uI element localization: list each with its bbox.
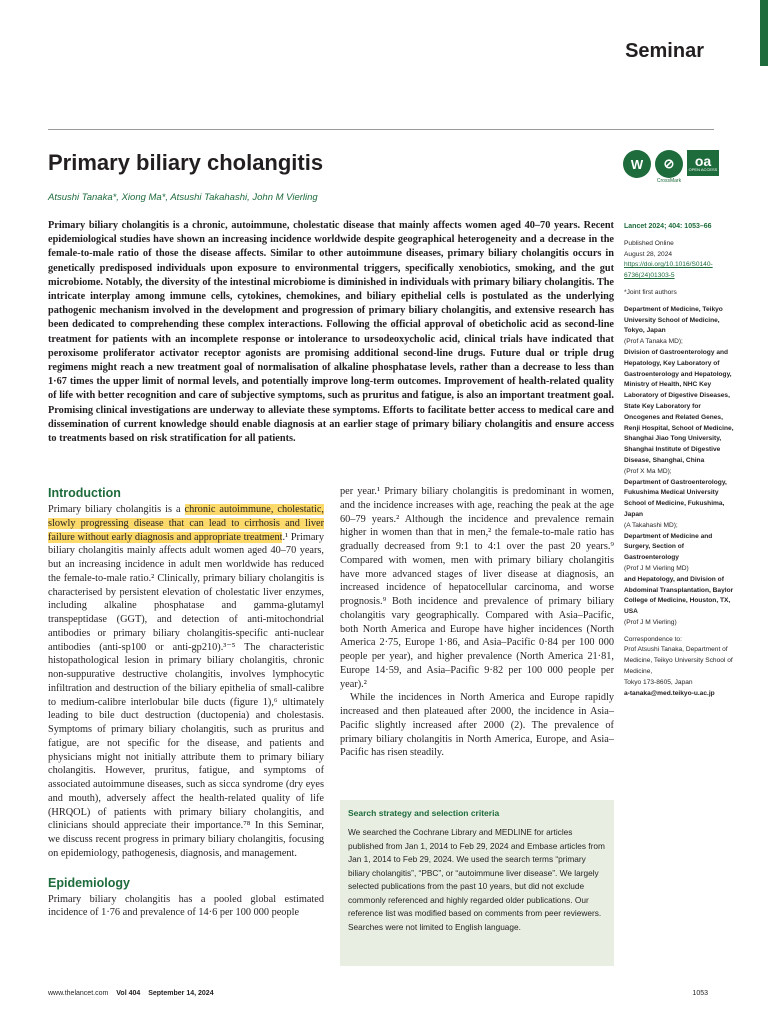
published-label: Published Online	[624, 239, 674, 247]
author-list: Atsushi Tanaka*, Xiong Ma*, Atsushi Takahashi, John M Vierling	[48, 192, 318, 203]
abstract: Primary biliary cholangitis is a chronic, autoimmune, cholestatic disease that mainly affects women aged 40–70 years. Recent epidemiological studies have shown an increasing incidence worldwide despite geographical heterogeneity and a decrease in the female-to-male ratio of those the disease affects. Similar to other autoimmune diseases, primary biliary cholangitis occurs in genetically predisposed individuals upon exposure to environmental triggers, specifically xenobiotics, smoking, and the gut microbiome. Notably, the diversity of the intestinal microbiome is diminished in individuals with primary biliary cholangitis. The intricate interplay among immune cells, cytokines, chemokines, and biliary epithelial cells is postulated as the underlying pathogenic mechanism involved in the development and progression of primary biliary cholangitis, and extensive research has been dedicated to comprehending these complex interactions. Following the official approval of obeticholic acid as second-line treatment for patients with an incomplete response or intolerance to ursodeoxycholic acid, clinical trials have indicated that peroxisome proliferator activator receptor agonists are promising additional second-line drugs. Future dual or triple drug regimens might reach a new treatment goal of normalisation of alkaline phosphatase levels, rather than a decrease to less than 1·67 times the upper limit of normal levels, and potentially improve long-term outcomes. Improvement of health-related quality of life with better recognition and care of subjective symptoms, such as pruritus and fatigue, is also an important treatment goal. Promising clinical investigations are underway to alleviate these symptoms. Efforts to facilitate better access to medical care and dissemination of current knowledge should enable diagnosis at an earlier stage of primary biliary cholangitis and ensure access to treatments based on risk stratification for all patients.	[48, 220, 614, 445]
correspondence-name: Prof Atsushi Tanaka, Department of Medicine, Teikyo University School of Medicine,	[624, 646, 733, 676]
section-color-bar	[760, 0, 768, 66]
correspondence-email[interactable]: a-tanaka@med.teikyo-u.ac.jp	[624, 689, 715, 697]
page-number: 1053	[692, 990, 708, 997]
crossmark-badge[interactable]	[655, 150, 683, 184]
intro-text-start: Primary biliary cholangitis is a	[48, 504, 185, 515]
crossmark-icon: ⊘	[655, 150, 683, 178]
doi-link[interactable]: https://doi.org/10.1016/S0140-6736(24)01303-5	[624, 261, 713, 280]
affiliation-name: and Hepatology, and Division of Abdominal Transplantation, Baylor College of Medicine, Houston, TX, USA	[624, 575, 734, 616]
search-strategy-panel	[340, 800, 614, 966]
section-label: Seminar	[625, 40, 704, 62]
epidemiology-paragraph-2: While the incidences in North America and Europe rapidly increased and then plateaued after 2000, the incidence in Asia–Pacific slightly increased after 2000 (2). The prevalence of primary biliary cholangitis in North America, Europe, and Asia–Pacific has risen steadily.	[340, 692, 614, 759]
epidemiology-paragraph: Primary biliary cholangitis has a pooled global estimated incidence of 1·76 and prevalence of 14·6 per 100 000 people	[48, 893, 324, 919]
open-access-label: oa	[694, 153, 712, 169]
affiliation-author: (A Takahashi MD);	[624, 521, 678, 529]
highlighted-text[interactable]: chronic autoimmune, cholestatic, slowly progressing disease that can lead to cirrhosis and liver failure without early diagnosis and appropriate treatment	[48, 504, 324, 543]
citation: Lancet 2024; 404: 1053–66	[624, 223, 712, 230]
right-column	[340, 485, 614, 760]
affiliation-2	[624, 348, 736, 478]
affiliation-author: (Prof J M Vierling MD)	[624, 564, 689, 572]
affiliation-4	[624, 532, 736, 575]
epidemiology-continued: per year.¹ Primary biliary cholangitis is predominant in women, and the incidence increases with age, reaching the peak at the age 60–79 years.² Although the incidence and prevalence remain higher in women than that in men,² the female-to-male ratio has gradually decreased from 9:1 to 4:1 over the past 20 years.⁹ Compared with women, men with primary biliary cholangitis have more advanced stages of liver disease at diagnosis, an increased incidence of hepatocellular carcinoma, and worse prognosis.⁹ Both incidence and prevalence of primary biliary cholangitis vary geographically. Compared with Asia–Pacific, both North America and Europe have higher incidences (North America 2·75, Europe 1·86, and Asia–Pacific 0·84 per 100 000 people per year), and higher prevalence (North America 21·81, Europe 14·59, and Asia–Pacific 9·82 per 100 000 people per year).²	[340, 486, 614, 690]
published-date: August 28, 2024	[624, 250, 673, 258]
w-logo-icon: W	[623, 150, 651, 178]
search-strategy-title: Search strategy and selection criteria	[348, 808, 500, 818]
affiliation-name: Department of Medicine, Teikyo University School of Medicine, Tokyo, Japan	[624, 305, 723, 335]
affiliation-1	[624, 305, 736, 348]
affiliation-author: (Prof J M Vierling)	[624, 618, 677, 626]
left-column	[48, 485, 324, 920]
article-badges	[623, 150, 719, 184]
affiliation-author: (Prof A Tanaka MD);	[624, 338, 683, 346]
intro-text-rest: .¹ Primary biliary cholangitis mainly affects adult women aged 40–70 years, but an increasing incidence in adult men worldwide has reduced the female-to-male ratio.² Clinically, primary biliary cholangitis is characterised by persistent elevation of cholestatic liver enzymes, including alkaline phosphatase and gamma-glutamyl transpeptidase (GGT), and detection of anti-mitochondrial antibodies or primary biliary cholangitis-specific anti-nuclear antibodies (anti-sp100 or anti-gp210).³⁻⁵ The characteristic histopathological lesion in primary biliary cholangitis, chronic non-suppurative destructive cholangitis, involves lymphocytic infiltration and destruction of the biliary epithelia of small-calibre to medium-calibre interlobular bile ducts (figure 1),⁶ ultimately leading to bile duct destruction (ductopenia) and cholestasis. Symptoms of primary biliary cholangitis, such as pruritus and fatigue, are not specific for the disease, and patients and physicians might not initially attribute them to primary biliary cholangitis. However, pruritus, fatigue, and symptoms of associated autoimmune diseases, such as sicca syndrome (dry eyes and mouth), adversely affect the health-related quality of life (HRQOL) of patients with primary biliary cholangitis, and clinicians should appreciate their importance.⁷⁸ In this Seminar, we discuss recent progress in primary biliary cholangitis, focusing on epidemiology, pathogenesis, diagnosis, and management.	[48, 531, 324, 859]
issue-date: September 14, 2024	[148, 990, 214, 997]
affiliation-name: Department of Medicine and Surgery, Section of Gastroenterology	[624, 532, 713, 562]
affiliation-author: (Prof X Ma MD);	[624, 467, 672, 475]
correspondence-label: Correspondence to:	[624, 635, 682, 643]
article-sidebar	[624, 222, 736, 699]
affiliation-3	[624, 478, 736, 532]
joint-authors-note: *Joint first authors	[624, 288, 677, 296]
affiliation-name: Department of Gastroenterology, Fukushima Medical University School of Medicine, Fukushima, Japan	[624, 478, 727, 518]
introduction-heading: Introduction	[48, 486, 121, 500]
open-access-sublabel: OPEN ACCESS	[688, 167, 718, 172]
affiliation-5	[624, 575, 736, 629]
search-strategy-body: We searched the Cochrane Library and MEDLINE for articles published from Jan 1, 2014 to Feb 29, 2024 and Embase articles from Jan 1, 2014 to Feb 29, 2024. We used the search terms “primary biliary cholangitis”, “PBC”, or “autoimmune liver disease”. We largely selected publications from the past 10 years, but did not exclude commonly referenced and highly regarded older publications. Our reference list was modified based on comments from peer reviewers. Searches were not limited to English language.	[348, 827, 605, 932]
journal-volume: Vol 404	[116, 990, 141, 997]
header-rule	[48, 129, 714, 130]
crossmark-label: CrossMark	[656, 178, 682, 184]
correspondence-address: Tokyo 173-8605, Japan	[624, 678, 693, 686]
epidemiology-heading: Epidemiology	[48, 875, 130, 890]
open-access-badge	[687, 150, 719, 176]
introduction-paragraph	[48, 503, 324, 861]
affiliation-name: Division of Gastroenterology and Hepatology, Key Laboratory of Gastroenterology and Hepatology, Ministry of Health, NHC Key Laboratory of Digestive Diseases, State Key Laboratory for Oncogenes and Related Genes, Renji Hospital, School of Medicine, Shanghai Jiao Tong University, Shanghai Institute of Digestive Disease, Shanghai, China	[624, 348, 734, 464]
page-footer	[48, 990, 214, 997]
journal-site[interactable]: www.thelancet.com	[48, 990, 109, 997]
article-title: Primary biliary cholangitis	[48, 150, 324, 175]
